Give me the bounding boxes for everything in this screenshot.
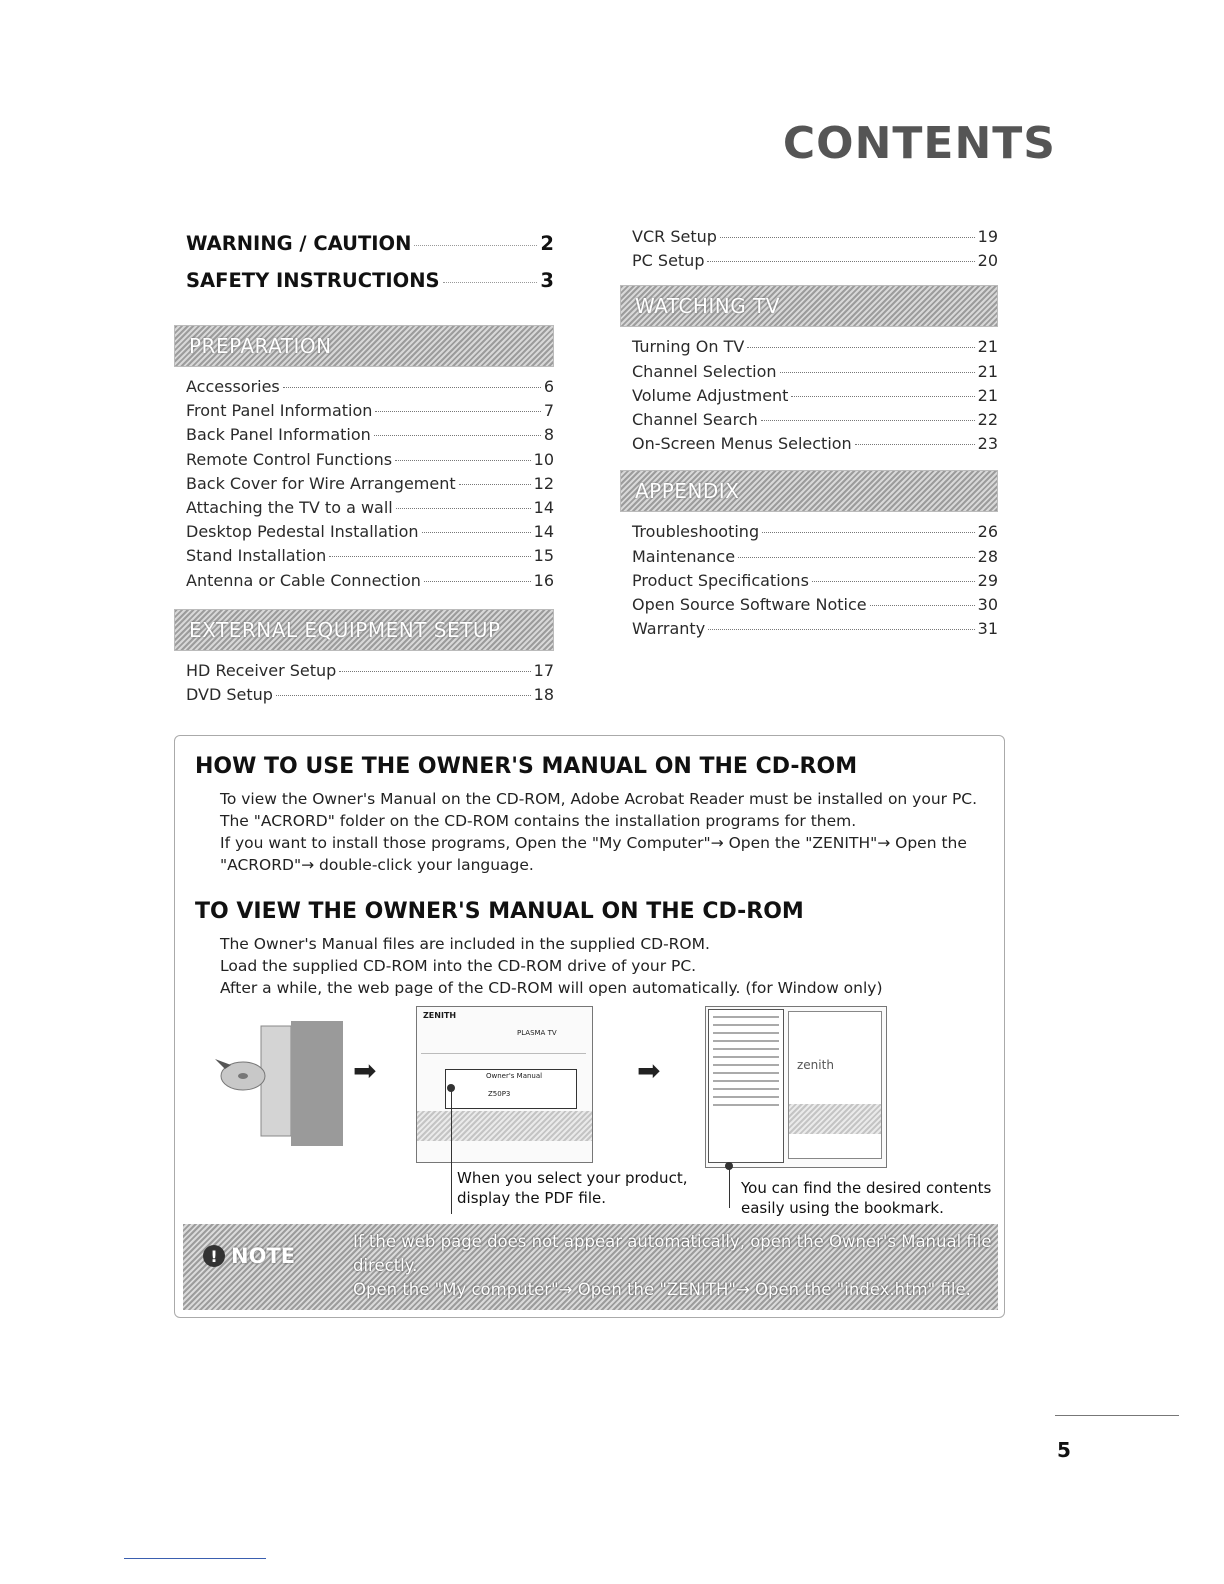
toc-entry[interactable] (186, 683, 554, 707)
toc-entry[interactable] (186, 496, 554, 520)
note-label-text: NOTE (231, 1244, 296, 1268)
toc-entry[interactable] (632, 617, 998, 641)
toc-entry-label: Volume Adjustment (632, 385, 789, 405)
toc-entry[interactable] (186, 544, 554, 568)
toc-entry-page: 14 (533, 522, 554, 542)
dot-leader (443, 282, 538, 283)
arrow-right-icon: ➡ (637, 1054, 661, 1087)
caption-select-product (457, 1168, 687, 1208)
footer-link-rule (124, 1558, 266, 1559)
dot-leader (870, 605, 975, 606)
toc-entry-page: 15 (533, 546, 554, 566)
dot-leader (329, 556, 530, 557)
caption-line: easily using the bookmark. (741, 1199, 944, 1217)
model-label: PLASMA TV (517, 1029, 557, 1037)
pdf-band (789, 1104, 881, 1134)
pdf-viewer-screenshot (705, 1006, 887, 1168)
toc-entry-label: Accessories (186, 377, 280, 396)
toc-entry[interactable] (186, 569, 554, 593)
caption-line: You can find the desired contents (741, 1179, 992, 1197)
bookmark-pane[interactable] (708, 1009, 784, 1163)
toc-entry-label: Attaching the TV to a wall (186, 497, 393, 517)
note-text (353, 1230, 998, 1302)
toc-entry[interactable] (632, 569, 998, 593)
dot-leader (375, 411, 540, 412)
caption-line: When you select your product, (457, 1169, 688, 1187)
callout-dot (447, 1084, 455, 1092)
view-line: Load the supplied CD-ROM into the CD-ROM drive of your PC. (220, 957, 697, 975)
toc-entry-label: Channel Selection (632, 361, 777, 381)
section-heading-preparation: PREPARATION (174, 325, 554, 367)
toc-entry-page: 23 (977, 434, 998, 454)
callout-line (451, 1088, 452, 1214)
toc-entry-page: 2 (540, 232, 554, 255)
toc-entry-page: 8 (543, 425, 554, 445)
toc-entry[interactable] (186, 659, 554, 683)
view-line: After a while, the web page of the CD-ROM will open automatically. (for Window only) (220, 979, 883, 997)
dot-leader (395, 460, 531, 461)
note-line: Open the "My computer"→ Open the "ZENITH"→ Open the "index.htm" file. (353, 1280, 971, 1299)
toc-entry[interactable] (632, 225, 998, 249)
toc-entry-label: Stand Installation (186, 546, 327, 566)
note-band (183, 1224, 998, 1310)
dot-leader (738, 557, 975, 558)
toc-entry[interactable] (632, 408, 998, 432)
toc-entry[interactable] (632, 360, 998, 384)
toc-entry-page: 10 (533, 449, 554, 469)
dot-leader (414, 245, 537, 246)
toc-entry-label: Product Specifications (632, 570, 809, 590)
caption-line: display the PDF file. (457, 1189, 607, 1207)
toc-entry[interactable] (186, 225, 554, 262)
dot-leader (396, 508, 531, 509)
toc-list-watching (632, 335, 998, 456)
toc-entry-label: Back Panel Information (186, 425, 371, 445)
toc-right-column (632, 225, 998, 641)
toc-entry[interactable] (186, 399, 554, 423)
divider (421, 1053, 586, 1054)
toc-entry-label: Desktop Pedestal Installation (186, 522, 419, 542)
dot-leader (708, 629, 974, 630)
toc-entry-label: SAFETY INSTRUCTIONS (186, 269, 440, 292)
dot-leader (720, 237, 975, 238)
toc-entry-page: 6 (543, 377, 554, 396)
dot-leader (424, 581, 531, 582)
cd-insert-illustration (213, 1021, 343, 1146)
toc-entry-page: 21 (977, 385, 998, 405)
toc-entry-label: Back Cover for Wire Arrangement (186, 473, 456, 493)
toc-entry[interactable] (632, 432, 998, 456)
note-line: If the web page does not appear automatically, open the Owner's Manual file directly. (353, 1232, 992, 1275)
toc-entry[interactable] (186, 520, 554, 544)
toc-entry[interactable] (186, 472, 554, 496)
product-option[interactable]: Z50P3 (488, 1090, 511, 1098)
toc-entry-label: HD Receiver Setup (186, 660, 337, 680)
select-box-title: Owner's Manual (486, 1072, 543, 1080)
howto-heading: HOW TO USE THE OWNER'S MANUAL ON THE CD-ROM (195, 754, 858, 779)
toc-entry-label: On-Screen Menus Selection (632, 434, 852, 454)
howto-line: To view the Owner's Manual on the CD-ROM, Adobe Acrobat Reader must be installed on your PC. (220, 790, 978, 808)
toc-left-column (186, 225, 554, 707)
howto-line: "ACRORD"→ double-click your language. (220, 856, 534, 874)
dot-leader (747, 347, 974, 348)
toc-entry-label: Open Source Software Notice (632, 594, 867, 614)
dot-leader (812, 581, 975, 582)
dot-leader (707, 261, 974, 262)
toc-entry-label: PC Setup (632, 251, 705, 271)
pdf-brand-logo: zenith (797, 1058, 834, 1072)
callout-line (729, 1166, 730, 1208)
toc-entry-page: 29 (977, 570, 998, 590)
toc-entry-page: 7 (543, 401, 554, 421)
toc-entry-label: VCR Setup (632, 227, 717, 246)
dot-leader (283, 387, 541, 388)
dot-leader (762, 532, 975, 533)
howto-line: The "ACRORD" folder on the CD-ROM contains the installation programs for them. (220, 812, 857, 830)
toc-entry[interactable] (632, 520, 998, 544)
toc-entry-label: DVD Setup (186, 684, 273, 704)
caption-bookmark (741, 1178, 991, 1218)
toc-entry[interactable] (186, 423, 554, 447)
toc-entry-page: 19 (977, 227, 998, 246)
screen-footer-band (417, 1111, 592, 1141)
page-title: CONTENTS (782, 118, 1056, 169)
dot-leader (422, 532, 531, 533)
note-label (203, 1244, 295, 1268)
howto-line: If you want to install those programs, Open the "My Computer"→ Open the "ZENITH"→ Open the (220, 834, 967, 852)
toc-entry[interactable] (632, 249, 998, 273)
exclamation-icon: ! (203, 1245, 225, 1267)
toc-entry-page: 22 (977, 409, 998, 429)
toc-entry-label: WARNING / CAUTION (186, 232, 412, 255)
page-number: 5 (1057, 1438, 1071, 1462)
section-heading-watching-tv: WATCHING TV (620, 285, 998, 327)
product-select-box[interactable] (445, 1069, 577, 1109)
brand-logo: ZENITH (423, 1011, 457, 1020)
toc-entry-page: 21 (977, 361, 998, 381)
dot-leader (855, 444, 975, 445)
toc-entry-page: 3 (540, 269, 554, 292)
dot-leader (761, 420, 975, 421)
toc-entry-page: 26 (977, 522, 998, 542)
view-heading: TO VIEW THE OWNER'S MANUAL ON THE CD-ROM (195, 899, 804, 924)
pdf-page (788, 1011, 882, 1159)
toc-entry-label: Troubleshooting (632, 522, 760, 542)
toc-entry[interactable] (186, 448, 554, 472)
toc-list-appendix (632, 520, 998, 641)
toc-list-external (186, 659, 554, 707)
arrow-right-icon: ➡ (353, 1054, 377, 1087)
toc-entry-page: 17 (533, 660, 554, 680)
dot-leader (339, 671, 530, 672)
view-paragraph (220, 933, 883, 999)
callout-dot (725, 1162, 733, 1170)
section-heading-appendix: APPENDIX (620, 470, 998, 512)
toc-entry[interactable] (186, 375, 554, 399)
toc-entry-page: 14 (533, 497, 554, 517)
section-heading-external-equipment: EXTERNAL EQUIPMENT SETUP (174, 609, 554, 651)
howto-paragraph (220, 788, 977, 876)
footer-rule (1055, 1415, 1179, 1416)
dot-leader (374, 435, 541, 436)
toc-entry[interactable] (632, 545, 998, 569)
toc-entry-page: 16 (533, 570, 554, 590)
dot-leader (791, 396, 974, 397)
toc-entry[interactable] (632, 384, 998, 408)
view-line: The Owner's Manual files are included in the supplied CD-ROM. (220, 935, 710, 953)
dot-leader (780, 372, 975, 373)
dot-leader (276, 695, 531, 696)
toc-entry-label: Front Panel Information (186, 401, 373, 421)
toc-entry-page: 12 (533, 473, 554, 493)
toc-entry-page: 18 (533, 684, 554, 704)
toc-entry[interactable] (632, 593, 998, 617)
toc-entry-label: Turning On TV (632, 337, 745, 357)
toc-entry-label: Remote Control Functions (186, 449, 393, 469)
toc-entry[interactable] (186, 262, 554, 299)
cdrom-info-box (174, 735, 1005, 1318)
toc-entry-label: Warranty (632, 619, 706, 639)
toc-entry-page: 21 (977, 337, 998, 357)
toc-entry-label: Channel Search (632, 409, 758, 429)
dot-leader (459, 484, 531, 485)
toc-entry-label: Antenna or Cable Connection (186, 570, 421, 590)
toc-entry-page: 20 (977, 251, 998, 271)
web-page-screenshot (416, 1006, 593, 1163)
toc-entry-label: Maintenance (632, 546, 736, 566)
toc-entry-page: 30 (977, 594, 998, 614)
toc-list-preparation (186, 375, 554, 593)
toc-entry[interactable] (632, 335, 998, 359)
toc-entry-page: 28 (977, 546, 998, 566)
toc-entry-page: 31 (977, 619, 998, 639)
